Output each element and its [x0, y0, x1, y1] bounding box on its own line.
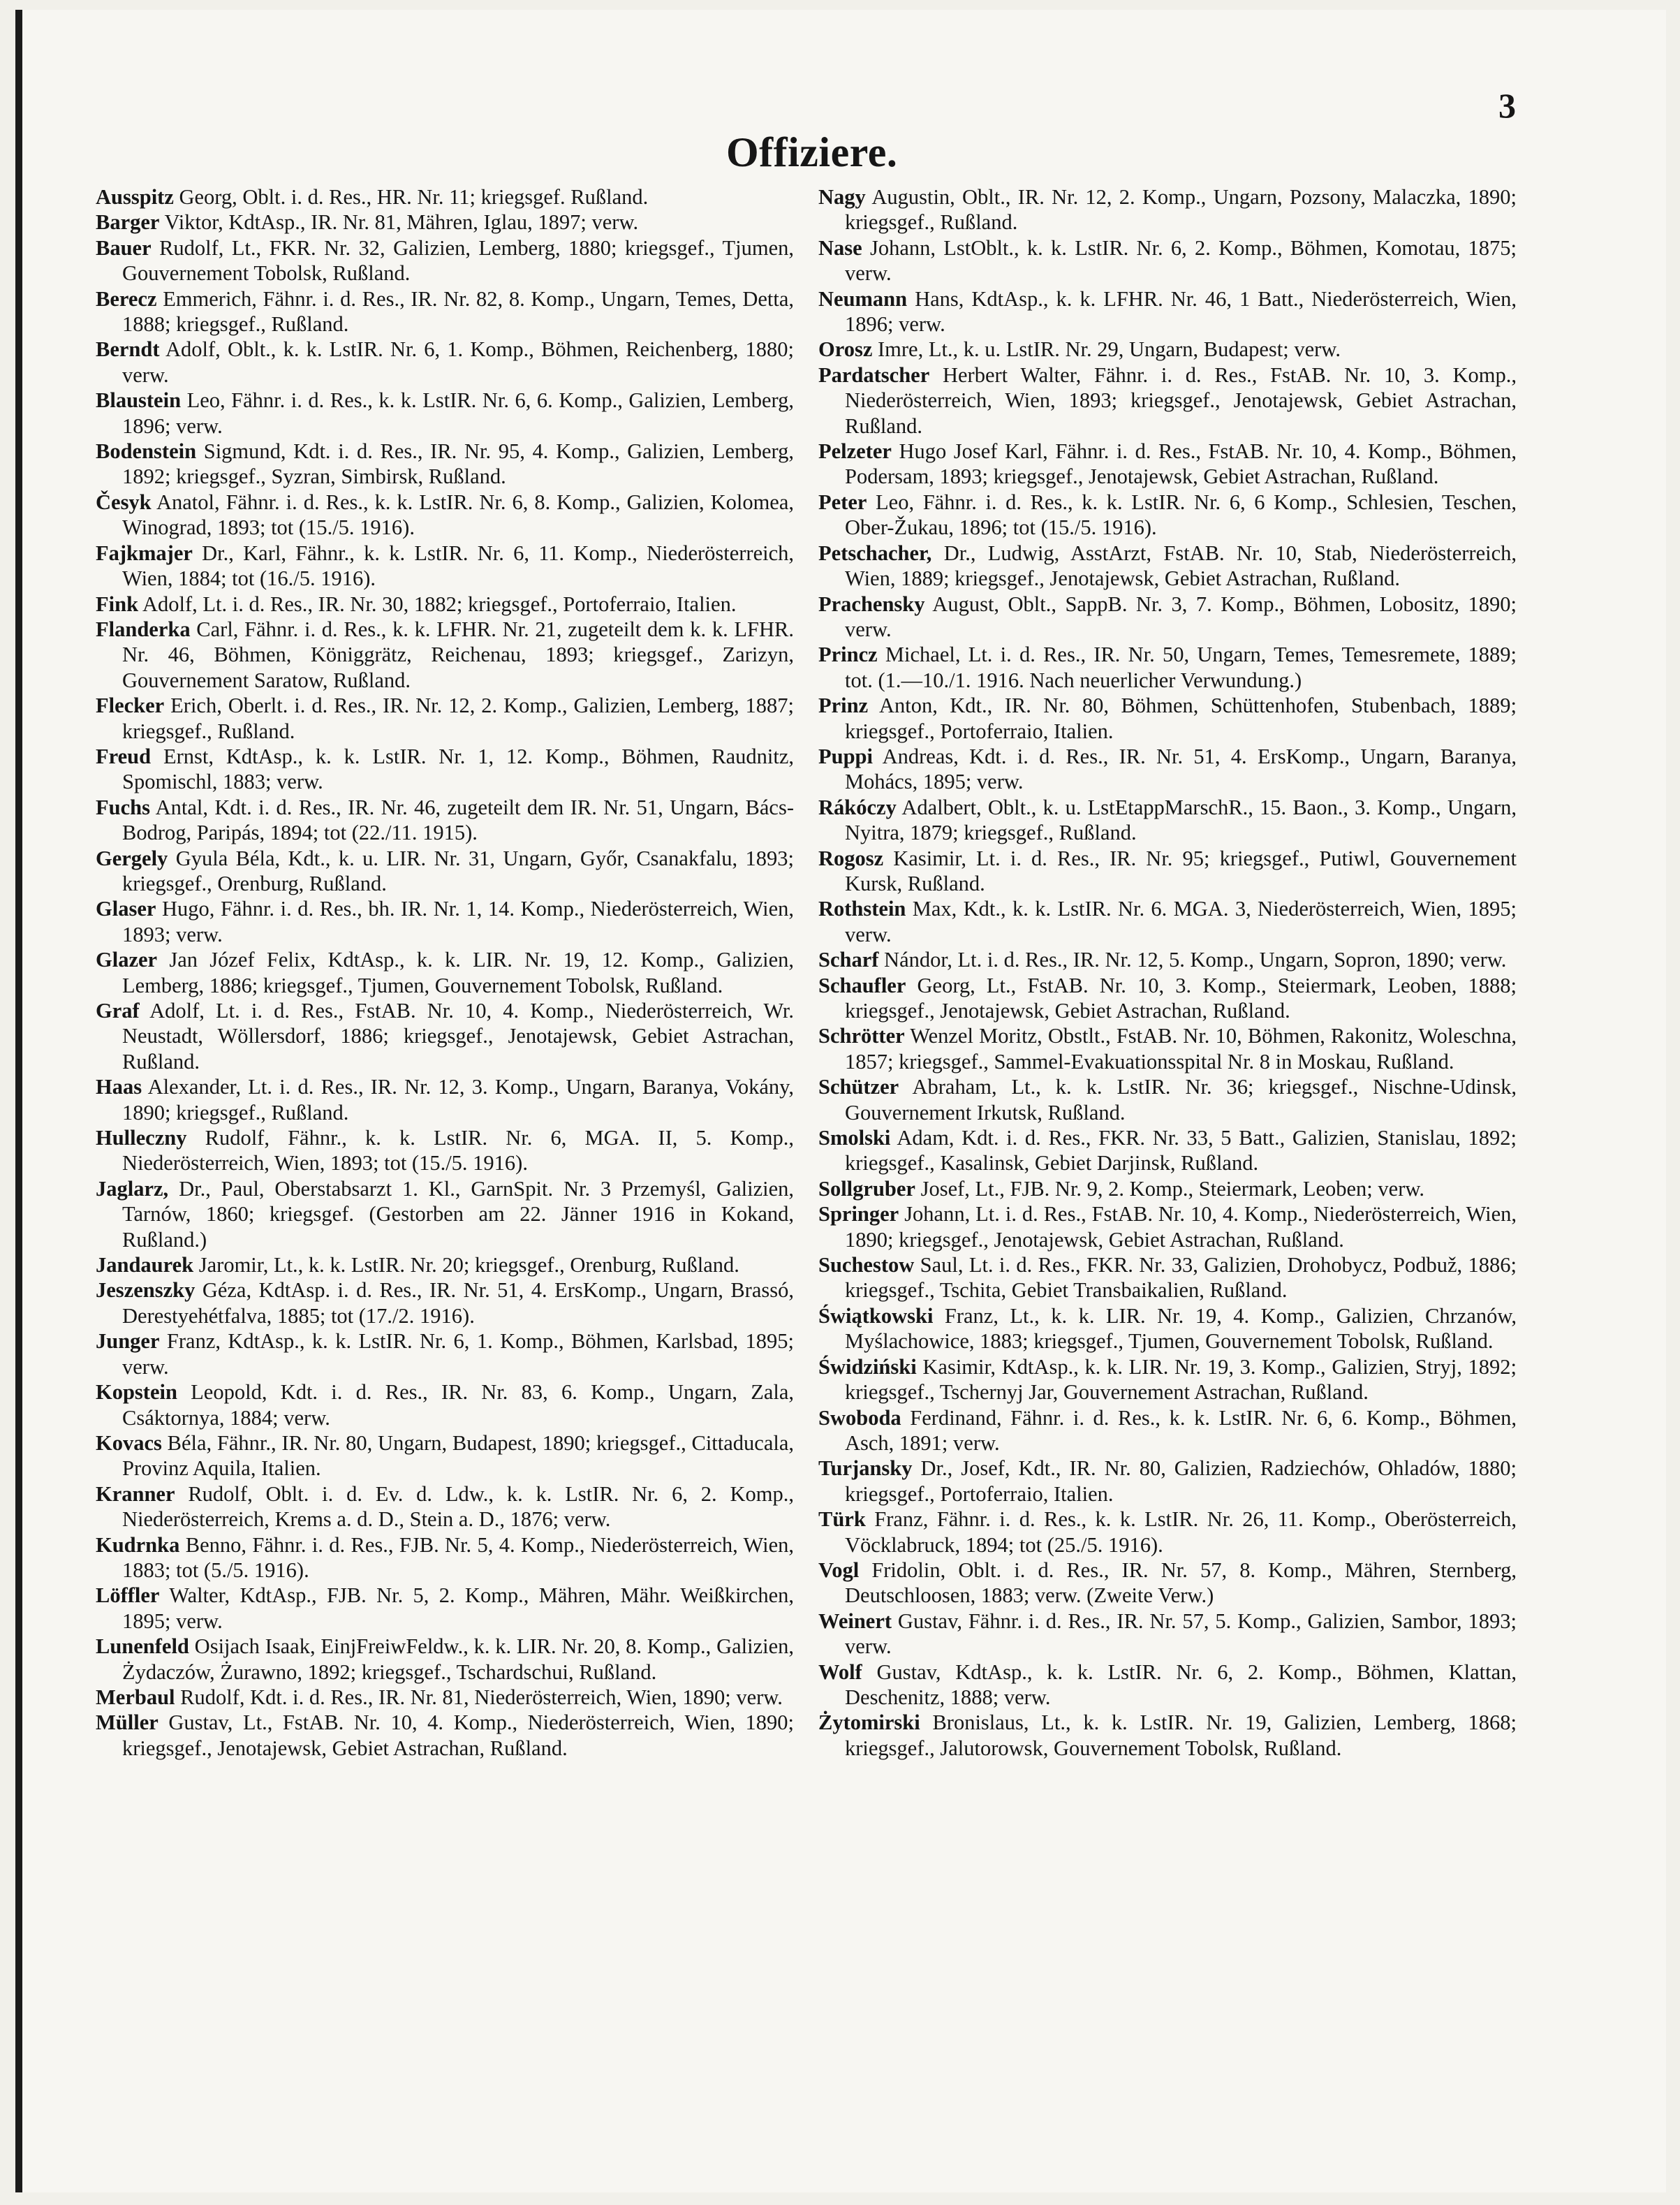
entry-details: Rudolf, Fähnr., k. k. LstIR. Nr. 6, MGA. II, 5. Komp., Niederösterreich, Wien, 1893; tot (15./5. 1916).	[122, 1126, 794, 1175]
entry-surname: Jeszenszky	[96, 1278, 196, 1303]
roster-entry	[96, 846, 794, 897]
entry-details: Antal, Kdt. i. d. Res., IR. Nr. 46, zugeteilt dem IR. Nr. 51, Ungarn, Bács-Bodrog, Paripás, 1894; tot (22./11. 1915).	[122, 795, 794, 845]
entry-surname: Glazer	[96, 948, 158, 972]
entry-surname: Česyk	[96, 490, 152, 514]
entry-details: Rudolf, Oblt. i. d. Ev. d. Ldw., k. k. LstIR. Nr. 6, 2. Komp., Niederösterreich, Krems a. d. D., Stein a. D., 1876; verw.	[122, 1481, 794, 1532]
roster-entry	[818, 362, 1517, 439]
entry-details: Béla, Fähnr., IR. Nr. 80, Ungarn, Budapest, 1890; kriegsgef., Cittaducala, Provinz Aquila, Italien.	[122, 1430, 795, 1481]
entry-surname: Glaser	[96, 897, 156, 921]
roster-entry	[96, 388, 794, 439]
roster-entry	[818, 1023, 1517, 1074]
roster-entry	[96, 1176, 794, 1252]
roster-entry	[818, 1201, 1517, 1252]
roster-entry	[818, 286, 1517, 337]
roster-entry	[96, 1379, 794, 1430]
roster-entry	[96, 592, 794, 617]
roster-entry	[818, 1125, 1517, 1176]
entry-surname: Barger	[96, 210, 160, 235]
entry-details: Dr., Paul, Oberstabsarzt 1. Kl., GarnSpit. Nr. 3 Przemyśl, Galizien, Tarnów, 1860; kriegsgef. (Gestorben am 22. Jänner 1916 in Kokand, Rußland.)	[122, 1176, 794, 1252]
roster-entry	[818, 490, 1517, 541]
entry-surname: Flanderka	[96, 617, 191, 641]
roster-entry	[818, 1303, 1517, 1354]
entry-details: Ferdinand, Fähnr. i. d. Res., k. k. LstIR. Nr. 6, 6. Komp., Böhmen, Asch, 1891; verw.	[845, 1405, 1517, 1455]
roster-entry	[96, 1583, 794, 1634]
entry-details: Rudolf, Kdt. i. d. Res., IR. Nr. 81, Niederösterreich, Wien, 1890; verw.	[180, 1685, 783, 1709]
roster-entry	[96, 490, 794, 541]
entry-details: Georg, Lt., FstAB. Nr. 10, 3. Komp., Steiermark, Leoben, 1888; kriegsgef., Jenotajewsk, Gebiet Astrachan, Rußland.	[845, 973, 1517, 1023]
entry-surname: Graf	[96, 999, 140, 1023]
page-title: Offiziere.	[726, 129, 898, 175]
scanned-page	[15, 10, 1666, 2192]
entry-details: Carl, Fähnr. i. d. Res., k. k. LFHR. Nr. 21, zugeteilt dem k. k. LFHR. Nr. 46, Böhmen, Königgrätz, Reichenau, 1893; kriegsgef., Zarizyn, Gouvernement Saratow, Rußland.	[122, 617, 794, 692]
entry-surname: Rákóczy	[818, 795, 897, 819]
entry-details: Nándor, Lt. i. d. Res., IR. Nr. 12, 5. Komp., Ungarn, Sopron, 1890; verw.	[884, 948, 1507, 972]
entry-surname: Swoboda	[818, 1405, 901, 1430]
entry-surname: Vogl	[818, 1558, 860, 1582]
roster-entry	[96, 1532, 794, 1583]
entry-details: Leopold, Kdt. i. d. Res., IR. Nr. 83, 6. Komp., Ungarn, Zala, Csáktornya, 1884; verw.	[122, 1380, 795, 1430]
entry-surname: Fajkmajer	[96, 541, 193, 565]
roster-entry	[818, 541, 1517, 592]
roster-entry	[818, 439, 1517, 490]
entry-surname: Bauer	[96, 235, 152, 260]
roster-entry	[96, 998, 794, 1074]
entry-details: Jan Józef Felix, KdtAsp., k. k. LIR. Nr. 19, 12. Komp., Galizien, Lemberg, 1886; kriegsgef., Tjumen, Gouvernement Tobolsk, Rußland.	[122, 948, 794, 997]
entry-surname: Flecker	[96, 694, 165, 718]
entry-surname: Wolf	[818, 1660, 862, 1684]
entry-details: Bronislaus, Lt., k. k. LstIR. Nr. 19, Galizien, Lemberg, 1868; kriegsgef., Jalutorowsk, Gouvernement Tobolsk, Rußland.	[845, 1710, 1517, 1760]
roster-entry	[818, 896, 1517, 947]
entry-surname: Żytomirski	[818, 1710, 920, 1735]
entry-details: Rudolf, Lt., FKR. Nr. 32, Galizien, Lemberg, 1880; kriegsgef., Tjumen, Gouvernement Tobolsk, Rußland.	[122, 235, 794, 286]
roster-entry	[96, 184, 794, 210]
entry-details: Kasimir, KdtAsp., k. k. LIR. Nr. 19, 3. Komp., Galizien, Stryj, 1892; kriegsgef., Tschernyj Jar, Gouvernement Astrachan, Rußland.	[845, 1354, 1517, 1405]
roster-entry	[96, 795, 794, 846]
entry-surname: Blaustein	[96, 388, 182, 413]
roster-entry	[96, 1252, 794, 1277]
entry-surname: Ausspitz	[96, 185, 174, 209]
roster-entry	[96, 693, 794, 744]
entry-surname: Lunenfeld	[96, 1634, 189, 1659]
entry-details: Dr., Ludwig, AsstArzt, FstAB. Nr. 10, Stab, Niederösterreich, Wien, 1889; kriegsgef., Jenotajewsk, Gebiet Astrachan, Rußland.	[845, 541, 1517, 591]
entry-details: Adalbert, Oblt., k. u. LstEtappMarschR., 15. Baon., 3. Komp., Ungarn, Nyitra, 1879; kriegsgef., Rußland.	[845, 795, 1517, 845]
roster-entry	[818, 744, 1517, 795]
entry-details: Hugo, Fähnr. i. d. Res., bh. IR. Nr. 1, 14. Komp., Niederösterreich, Wien, 1893; verw.	[122, 897, 794, 946]
entry-surname: Fink	[96, 592, 139, 616]
entry-details: Dr., Karl, Fähnr., k. k. LstIR. Nr. 6, 11. Komp., Niederösterreich, Wien, 1884; tot (16./5. 1916).	[122, 541, 795, 591]
entry-surname: Kudrnka	[96, 1532, 180, 1557]
entry-details: Augustin, Oblt., IR. Nr. 12, 2. Komp., Ungarn, Pozsony, Malaczka, 1890; kriegsgef., Rußland.	[845, 185, 1517, 235]
entry-surname: Petschacher,	[818, 541, 932, 565]
roster-entry	[96, 744, 794, 795]
entry-details: Osijach Isaak, EinjFreiwFeldw., k. k. LIR. Nr. 20, 8. Komp., Galizien, Żydaczów, Żurawno, 1892; kriegsgef., Tschardschui, Rußland.	[122, 1634, 794, 1684]
roster-entry	[96, 617, 794, 693]
entry-surname: Sollgruber	[818, 1176, 915, 1201]
entry-details: Saul, Lt. i. d. Res., FKR. Nr. 33, Galizien, Drohobycz, Podbuž, 1886; kriegsgef., Tschita, Gebiet Transbaikalien, Rußland.	[845, 1253, 1517, 1303]
entry-surname: Jaglarz,	[96, 1176, 169, 1201]
entry-details: Emmerich, Fähnr. i. d. Res., IR. Nr. 82, 8. Komp., Ungarn, Temes, Detta, 1888; kriegsgef., Rußland.	[122, 286, 795, 337]
roster-entry	[818, 1074, 1517, 1125]
entry-details: Leo, Fähnr. i. d. Res., k. k. LstIR. Nr. 6, 6 Komp., Schlesien, Teschen, Ober-Žukau, 1896; tot (15./5. 1916).	[845, 490, 1517, 540]
entry-details: Anatol, Fähnr. i. d. Res., k. k. LstIR. Nr. 6, 8. Komp., Galizien, Kolomea, Winograd, 1893; tot (15./5. 1916).	[122, 490, 794, 540]
entry-surname: Turjansky	[818, 1456, 913, 1481]
roster-entry	[96, 439, 794, 490]
roster-entry	[818, 1405, 1517, 1456]
roster-entry	[818, 693, 1517, 744]
right-column	[818, 184, 1517, 1761]
roster-entry	[818, 1354, 1517, 1405]
entry-surname: Kovacs	[96, 1430, 162, 1455]
entry-surname: Türk	[818, 1507, 866, 1532]
roster-entry	[818, 1176, 1517, 1201]
roster-entry	[818, 795, 1517, 846]
roster-entry	[96, 286, 794, 337]
entry-surname: Junger	[96, 1329, 160, 1354]
entry-details: Benno, Fähnr. i. d. Res., FJB. Nr. 5, 4. Komp., Niederösterreich, Wien, 1883; tot (5./5. 1916).	[122, 1532, 795, 1582]
entry-details: Dr., Josef, Kdt., IR. Nr. 80, Galizien, Radziechów, Ohladów, 1880; kriegsgef., Portoferraio, Italien.	[845, 1456, 1517, 1506]
roster-entry	[96, 1481, 794, 1532]
entry-details: Ernst, KdtAsp., k. k. LstIR. Nr. 1, 12. Komp., Böhmen, Raudnitz, Spomischl, 1883; verw.	[122, 744, 794, 794]
entry-details: Sigmund, Kdt. i. d. Res., IR. Nr. 95, 4. Komp., Galizien, Lemberg, 1892; kriegsgef., Syzran, Simbirsk, Rußland.	[122, 439, 795, 489]
entry-surname: Rothstein	[818, 897, 906, 921]
entry-surname: Peter	[818, 490, 867, 514]
entry-surname: Kopstein	[96, 1380, 177, 1405]
roster-entry	[818, 846, 1517, 897]
entry-surname: Princz	[818, 643, 878, 667]
entry-details: Adolf, Oblt., k. k. LstIR. Nr. 6, 1. Komp., Böhmen, Reichenberg, 1880; verw.	[122, 337, 794, 387]
entry-details: Adolf, Lt. i. d. Res., FstAB. Nr. 10, 4. Komp., Niederösterreich, Wr. Neustadt, Wöllersdorf, 1886; kriegsgef., Jenotajewsk, Gebiet Astrachan, Rußland.	[122, 999, 794, 1074]
roster-entry	[818, 1609, 1517, 1660]
roster-entry	[96, 1277, 794, 1328]
roster-entry	[96, 1634, 794, 1685]
roster-entry	[818, 337, 1517, 362]
entry-surname: Puppi	[818, 744, 873, 768]
roster-entry	[96, 1328, 794, 1379]
entry-details: Jaromir, Lt., k. k. LstIR. Nr. 20; kriegsgef., Orenburg, Rußland.	[198, 1253, 739, 1277]
entry-details: Gustav, Lt., FstAB. Nr. 10, 4. Komp., Niederösterreich, Wien, 1890; kriegsgef., Jenotajewsk, Gebiet Astrachan, Rußland.	[122, 1710, 795, 1760]
entry-surname: Prachensky	[818, 592, 925, 616]
entry-surname: Müller	[96, 1710, 159, 1735]
entry-surname: Merbaul	[96, 1685, 175, 1709]
entry-surname: Kranner	[96, 1481, 175, 1506]
roster-entry	[96, 1685, 794, 1710]
entry-surname: Orosz	[818, 337, 873, 362]
entry-surname: Jandaurek	[96, 1253, 194, 1277]
entry-surname: Bodenstein	[96, 439, 197, 464]
entry-surname: Nase	[818, 235, 862, 260]
entry-details: Imre, Lt., k. u. LstIR. Nr. 29, Ungarn, Budapest; verw.	[878, 337, 1341, 362]
entry-surname: Smolski	[818, 1126, 891, 1150]
roster-entry	[818, 1710, 1517, 1761]
entry-details: Fridolin, Oblt. i. d. Res., IR. Nr. 57, 8. Komp., Mähren, Sternberg, Deutschloosen, 1883; verw. (Zweite Verw.)	[845, 1558, 1517, 1608]
entry-details: Michael, Lt. i. d. Res., IR. Nr. 50, Ungarn, Temes, Temesremete, 1889; tot. (1.—10./1. 1916. Nach neuerlicher Verwundung.)	[845, 643, 1517, 692]
entry-surname: Scharf	[818, 948, 879, 972]
roster-entry	[96, 1074, 794, 1125]
entry-details: Franz, KdtAsp., k. k. LstIR. Nr. 6, 1. Komp., Böhmen, Karlsbad, 1895; verw.	[122, 1329, 794, 1379]
entry-details: August, Oblt., SappB. Nr. 3, 7. Komp., Böhmen, Lobositz, 1890; verw.	[845, 592, 1517, 641]
entry-details: Franz, Lt., k. k. LIR. Nr. 19, 4. Komp., Galizien, Chrzanów, Myślachowice, 1883; kriegsgef., Tjumen, Gouvernement Tobolsk, Rußland.	[845, 1303, 1517, 1354]
roster-entry	[96, 1710, 794, 1761]
roster-entry	[818, 1507, 1517, 1558]
entry-surname: Schaufler	[818, 973, 906, 997]
roster-entry	[818, 1660, 1517, 1710]
entry-details: Géza, KdtAsp. i. d. Res., IR. Nr. 51, 4. ErsKomp., Ungarn, Brassó, Derestyehétfalva, 1885; tot (17./2. 1916).	[122, 1278, 794, 1328]
entry-surname: Schrötter	[818, 1024, 905, 1048]
entry-details: Gustav, KdtAsp., k. k. LstIR. Nr. 6, 2. Komp., Böhmen, Klattan, Deschenitz, 1888; verw.	[845, 1660, 1517, 1709]
entry-surname: Rogosz	[818, 846, 884, 870]
entry-details: Johann, Lt. i. d. Res., FstAB. Nr. 10, 4. Komp., Niederösterreich, Wien, 1890; kriegsgef., Jenotajewsk, Gebiet Astrachan, Rußland.	[845, 1202, 1517, 1252]
entry-details: Johann, LstOblt., k. k. LstIR. Nr. 6, 2. Komp., Böhmen, Komotau, 1875; verw.	[845, 235, 1517, 286]
roster-entry	[818, 1558, 1517, 1609]
entry-surname: Berndt	[96, 337, 160, 362]
entry-surname: Gergely	[96, 846, 168, 870]
entry-details: Georg, Oblt. i. d. Res., HR. Nr. 11; kriegsgef. Rußland.	[179, 185, 649, 209]
entry-surname: Neumann	[818, 286, 908, 311]
entry-surname: Prinz	[818, 694, 869, 718]
entry-surname: Świdziński	[818, 1354, 917, 1379]
entry-details: Hugo Josef Karl, Fähnr. i. d. Res., FstAB. Nr. 10, 4. Komp., Böhmen, Podersam, 1893; kriegsgef., Jenotajewsk, Gebiet Astrachan, Rußland.	[845, 439, 1517, 489]
roster-entry	[96, 947, 794, 998]
entry-details: Gustav, Fähnr. i. d. Res., IR. Nr. 57, 5. Komp., Galizien, Sambor, 1893; verw.	[845, 1609, 1517, 1659]
roster-entry	[818, 184, 1517, 235]
entry-surname: Weinert	[818, 1609, 892, 1633]
entry-details: Erich, Oberlt. i. d. Res., IR. Nr. 12, 2. Komp., Galizien, Lemberg, 1887; kriegsgef., Rußland.	[122, 694, 795, 743]
entry-details: Josef, Lt., FJB. Nr. 9, 2. Komp., Steiermark, Leoben; verw.	[920, 1176, 1425, 1201]
entry-details: Franz, Fähnr. i. d. Res., k. k. LstIR. Nr. 26, 11. Komp., Oberösterreich, Vöcklabruck, 1894; tot (25./5. 1916).	[845, 1507, 1517, 1557]
entry-details: Herbert Walter, Fähnr. i. d. Res., FstAB. Nr. 10, 3. Komp., Niederösterreich, Wien, 1893; kriegsgef., Jenotajewsk, Gebiet Astrachan, Rußland.	[845, 362, 1517, 438]
roster-entry	[818, 592, 1517, 643]
entry-details: Kasimir, Lt. i. d. Res., IR. Nr. 95; kriegsgef., Putiwl, Gouvernement Kursk, Rußland.	[845, 846, 1517, 895]
roster-entry	[818, 1252, 1517, 1303]
roster-entry	[818, 642, 1517, 693]
entry-surname: Suchestow	[818, 1253, 915, 1277]
entry-surname: Hulleczny	[96, 1126, 187, 1150]
entry-details: Alexander, Lt. i. d. Res., IR. Nr. 12, 3. Komp., Ungarn, Baranya, Vokány, 1890; kriegsgef., Rußland.	[122, 1075, 794, 1125]
page-number: 3	[1498, 86, 1516, 125]
entry-surname: Freud	[96, 744, 152, 768]
entry-details: Abraham, Lt., k. k. LstIR. Nr. 36; kriegsgef., Nischne-Udinsk, Gouvernement Irkutsk, Rußland.	[845, 1075, 1517, 1125]
entry-details: Max, Kdt., k. k. LstIR. Nr. 6. MGA. 3, Niederösterreich, Wien, 1895; verw.	[845, 897, 1517, 946]
entry-surname: Löffler	[96, 1583, 160, 1608]
entry-surname: Haas	[96, 1075, 142, 1099]
entry-details: Viktor, KdtAsp., IR. Nr. 81, Mähren, Iglau, 1897; verw.	[164, 210, 639, 235]
entry-surname: Berecz	[96, 286, 157, 311]
roster-entry	[96, 896, 794, 947]
roster-entry	[818, 1456, 1517, 1507]
entry-details: Adolf, Lt. i. d. Res., IR. Nr. 30, 1882; kriegsgef., Portoferraio, Italien.	[142, 592, 737, 616]
entry-surname: Świątkowski	[818, 1303, 934, 1328]
entry-details: Gyula Béla, Kdt., k. u. LIR. Nr. 31, Ungarn, Győr, Csanakfalu, 1893; kriegsgef., Orenburg, Rußland.	[122, 846, 795, 895]
roster-entry	[96, 541, 794, 592]
entry-details: Adam, Kdt. i. d. Res., FKR. Nr. 33, 5 Batt., Galizien, Stanislau, 1892; kriegsgef., Kasalinsk, Gebiet Darjinsk, Rußland.	[845, 1126, 1517, 1175]
roster-entry	[96, 235, 794, 286]
entry-details: Wenzel Moritz, Obstlt., FstAB. Nr. 10, Böhmen, Rakonitz, Woleschna, 1857; kriegsgef., Sammel-Evakuationsspital Nr. 8 in Moskau, Rußland.	[845, 1024, 1517, 1074]
roster-entry	[96, 210, 794, 235]
entry-surname: Pelzeter	[818, 439, 892, 464]
entry-details: Anton, Kdt., IR. Nr. 80, Böhmen, Schüttenhofen, Stubenbach, 1889; kriegsgef., Portoferraio, Italien.	[845, 694, 1517, 743]
roster-entry	[818, 235, 1517, 286]
entry-surname: Nagy	[818, 185, 866, 209]
entry-details: Leo, Fähnr. i. d. Res., k. k. LstIR. Nr. 6, 6. Komp., Galizien, Lemberg, 1896; verw.	[122, 388, 795, 438]
entry-surname: Pardatscher	[818, 362, 930, 387]
roster-entry	[818, 947, 1517, 972]
entry-surname: Springer	[818, 1202, 899, 1226]
roster-entry	[96, 1125, 794, 1176]
entry-details: Hans, KdtAsp., k. k. LFHR. Nr. 46, 1 Batt., Niederösterreich, Wien, 1896; verw.	[845, 286, 1517, 337]
left-column	[96, 184, 794, 1761]
roster-entry	[96, 337, 794, 388]
entry-details: Walter, KdtAsp., FJB. Nr. 5, 2. Komp., Mähren, Mähr. Weißkirchen, 1895; verw.	[122, 1583, 794, 1633]
entry-surname: Fuchs	[96, 795, 150, 819]
roster-entry	[818, 973, 1517, 1024]
roster-entry	[96, 1430, 794, 1481]
entry-surname: Schützer	[818, 1075, 899, 1099]
entry-details: Andreas, Kdt. i. d. Res., IR. Nr. 51, 4. ErsKomp., Ungarn, Baranya, Mohács, 1895; verw.	[845, 744, 1517, 794]
